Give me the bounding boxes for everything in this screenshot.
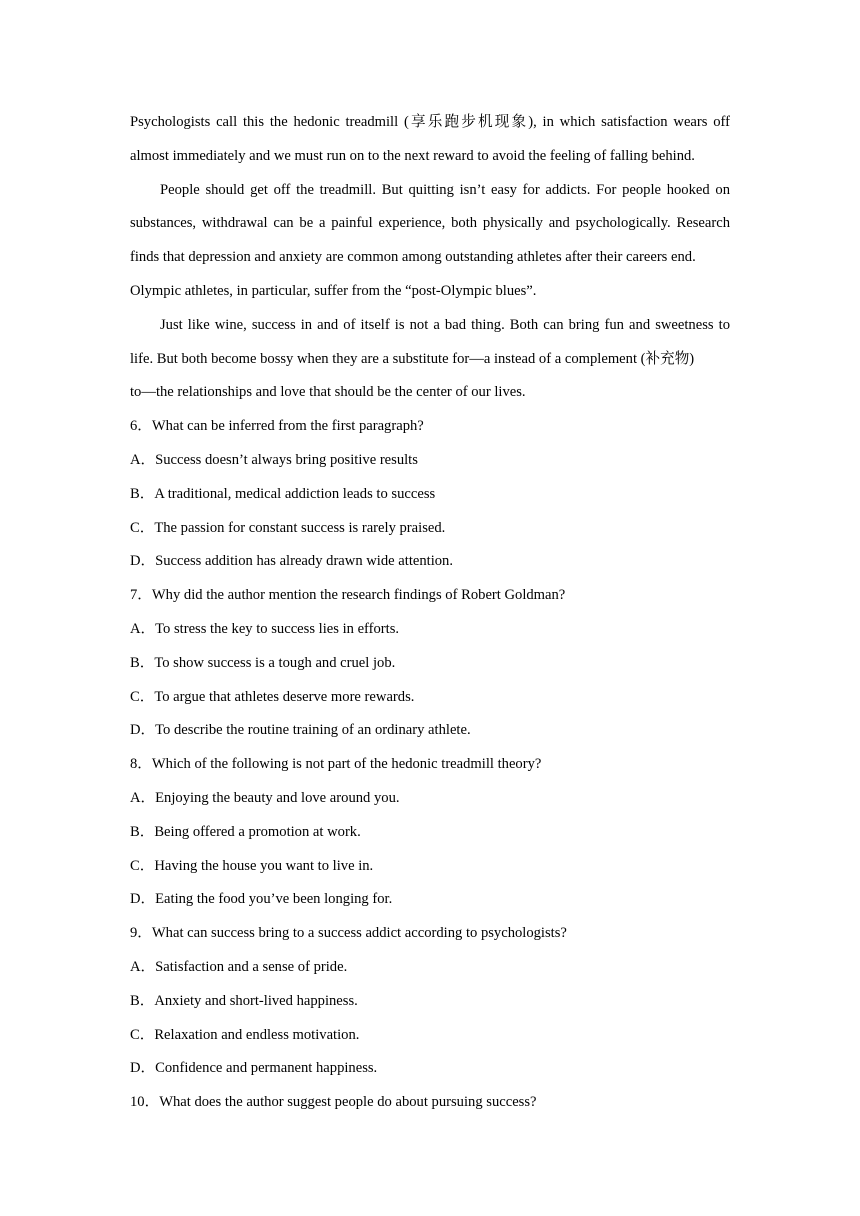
option-b: B．Anxiety and short-lived happiness.	[130, 992, 358, 1009]
passage-line: finds that depression and anxiety are common among outstanding athletes after their careers end.	[130, 249, 696, 266]
option-c: C．Relaxation and endless motivation.	[130, 1026, 360, 1043]
page-content	[130, 109, 730, 1123]
passage-line: almost immediately and we must run on to the next reward to avoid the feeling of falling behind.	[130, 147, 695, 164]
option-d: D．Eating the food you’ve been longing for.	[130, 891, 393, 908]
question-stem: 7．Why did the author mention the research findings of Robert Goldman?	[130, 587, 566, 604]
question-7	[130, 582, 730, 751]
passage-line: substances, withdrawal can be a painful experience, both physically and psychologically. Research	[130, 215, 730, 232]
question-6	[130, 413, 730, 582]
option-a: A．Success doesn’t always bring positive results	[130, 451, 418, 468]
option-c: C．Having the house you want to live in.	[130, 857, 374, 874]
question-stem: 9．What can success bring to a success addict according to psychologists?	[130, 925, 567, 942]
passage	[130, 109, 730, 413]
passage-line: Olympic athletes, in particular, suffer from the “post-Olympic blues”.	[130, 282, 537, 299]
passage-line: Just like wine, success in and of itself is not a bad thing. Both can bring fun and sweetness to	[160, 316, 730, 333]
passage-line: People should get off the treadmill. But quitting isn’t easy for addicts. For people hooked on	[160, 181, 730, 198]
question-stem: 8．Which of the following is not part of the hedonic treadmill theory?	[130, 756, 542, 773]
question-stem: 6．What can be inferred from the first paragraph?	[130, 418, 424, 435]
option-c: C．The passion for constant success is rarely praised.	[130, 519, 446, 536]
question-8	[130, 751, 730, 920]
question-9	[130, 920, 730, 1089]
option-d: D．To describe the routine training of an ordinary athlete.	[130, 722, 471, 739]
question-10	[130, 1089, 730, 1123]
option-d: D．Success addition has already drawn wide attention.	[130, 553, 454, 570]
option-a: A．To stress the key to success lies in efforts.	[130, 620, 400, 637]
passage-line: life. But both become bossy when they are a substitute for—a instead of a complement (补充物)	[130, 350, 695, 367]
option-b: B．To show success is a tough and cruel job.	[130, 654, 396, 671]
option-b: B．Being offered a promotion at work.	[130, 823, 361, 840]
passage-line: to—the relationships and love that should be the center of our lives.	[130, 384, 526, 401]
option-b: B．A traditional, medical addiction leads to success	[130, 485, 436, 502]
option-a: A．Satisfaction and a sense of pride.	[130, 958, 348, 975]
passage-line: Psychologists call this the hedonic treadmill (享乐跑步机现象), in which satisfaction wears off	[130, 114, 730, 130]
option-a: A．Enjoying the beauty and love around you.	[130, 789, 400, 806]
option-d: D．Confidence and permanent happiness.	[130, 1060, 378, 1077]
question-stem: 10．What does the author suggest people do about pursuing success?	[130, 1094, 537, 1111]
option-c: C．To argue that athletes deserve more rewards.	[130, 688, 415, 705]
